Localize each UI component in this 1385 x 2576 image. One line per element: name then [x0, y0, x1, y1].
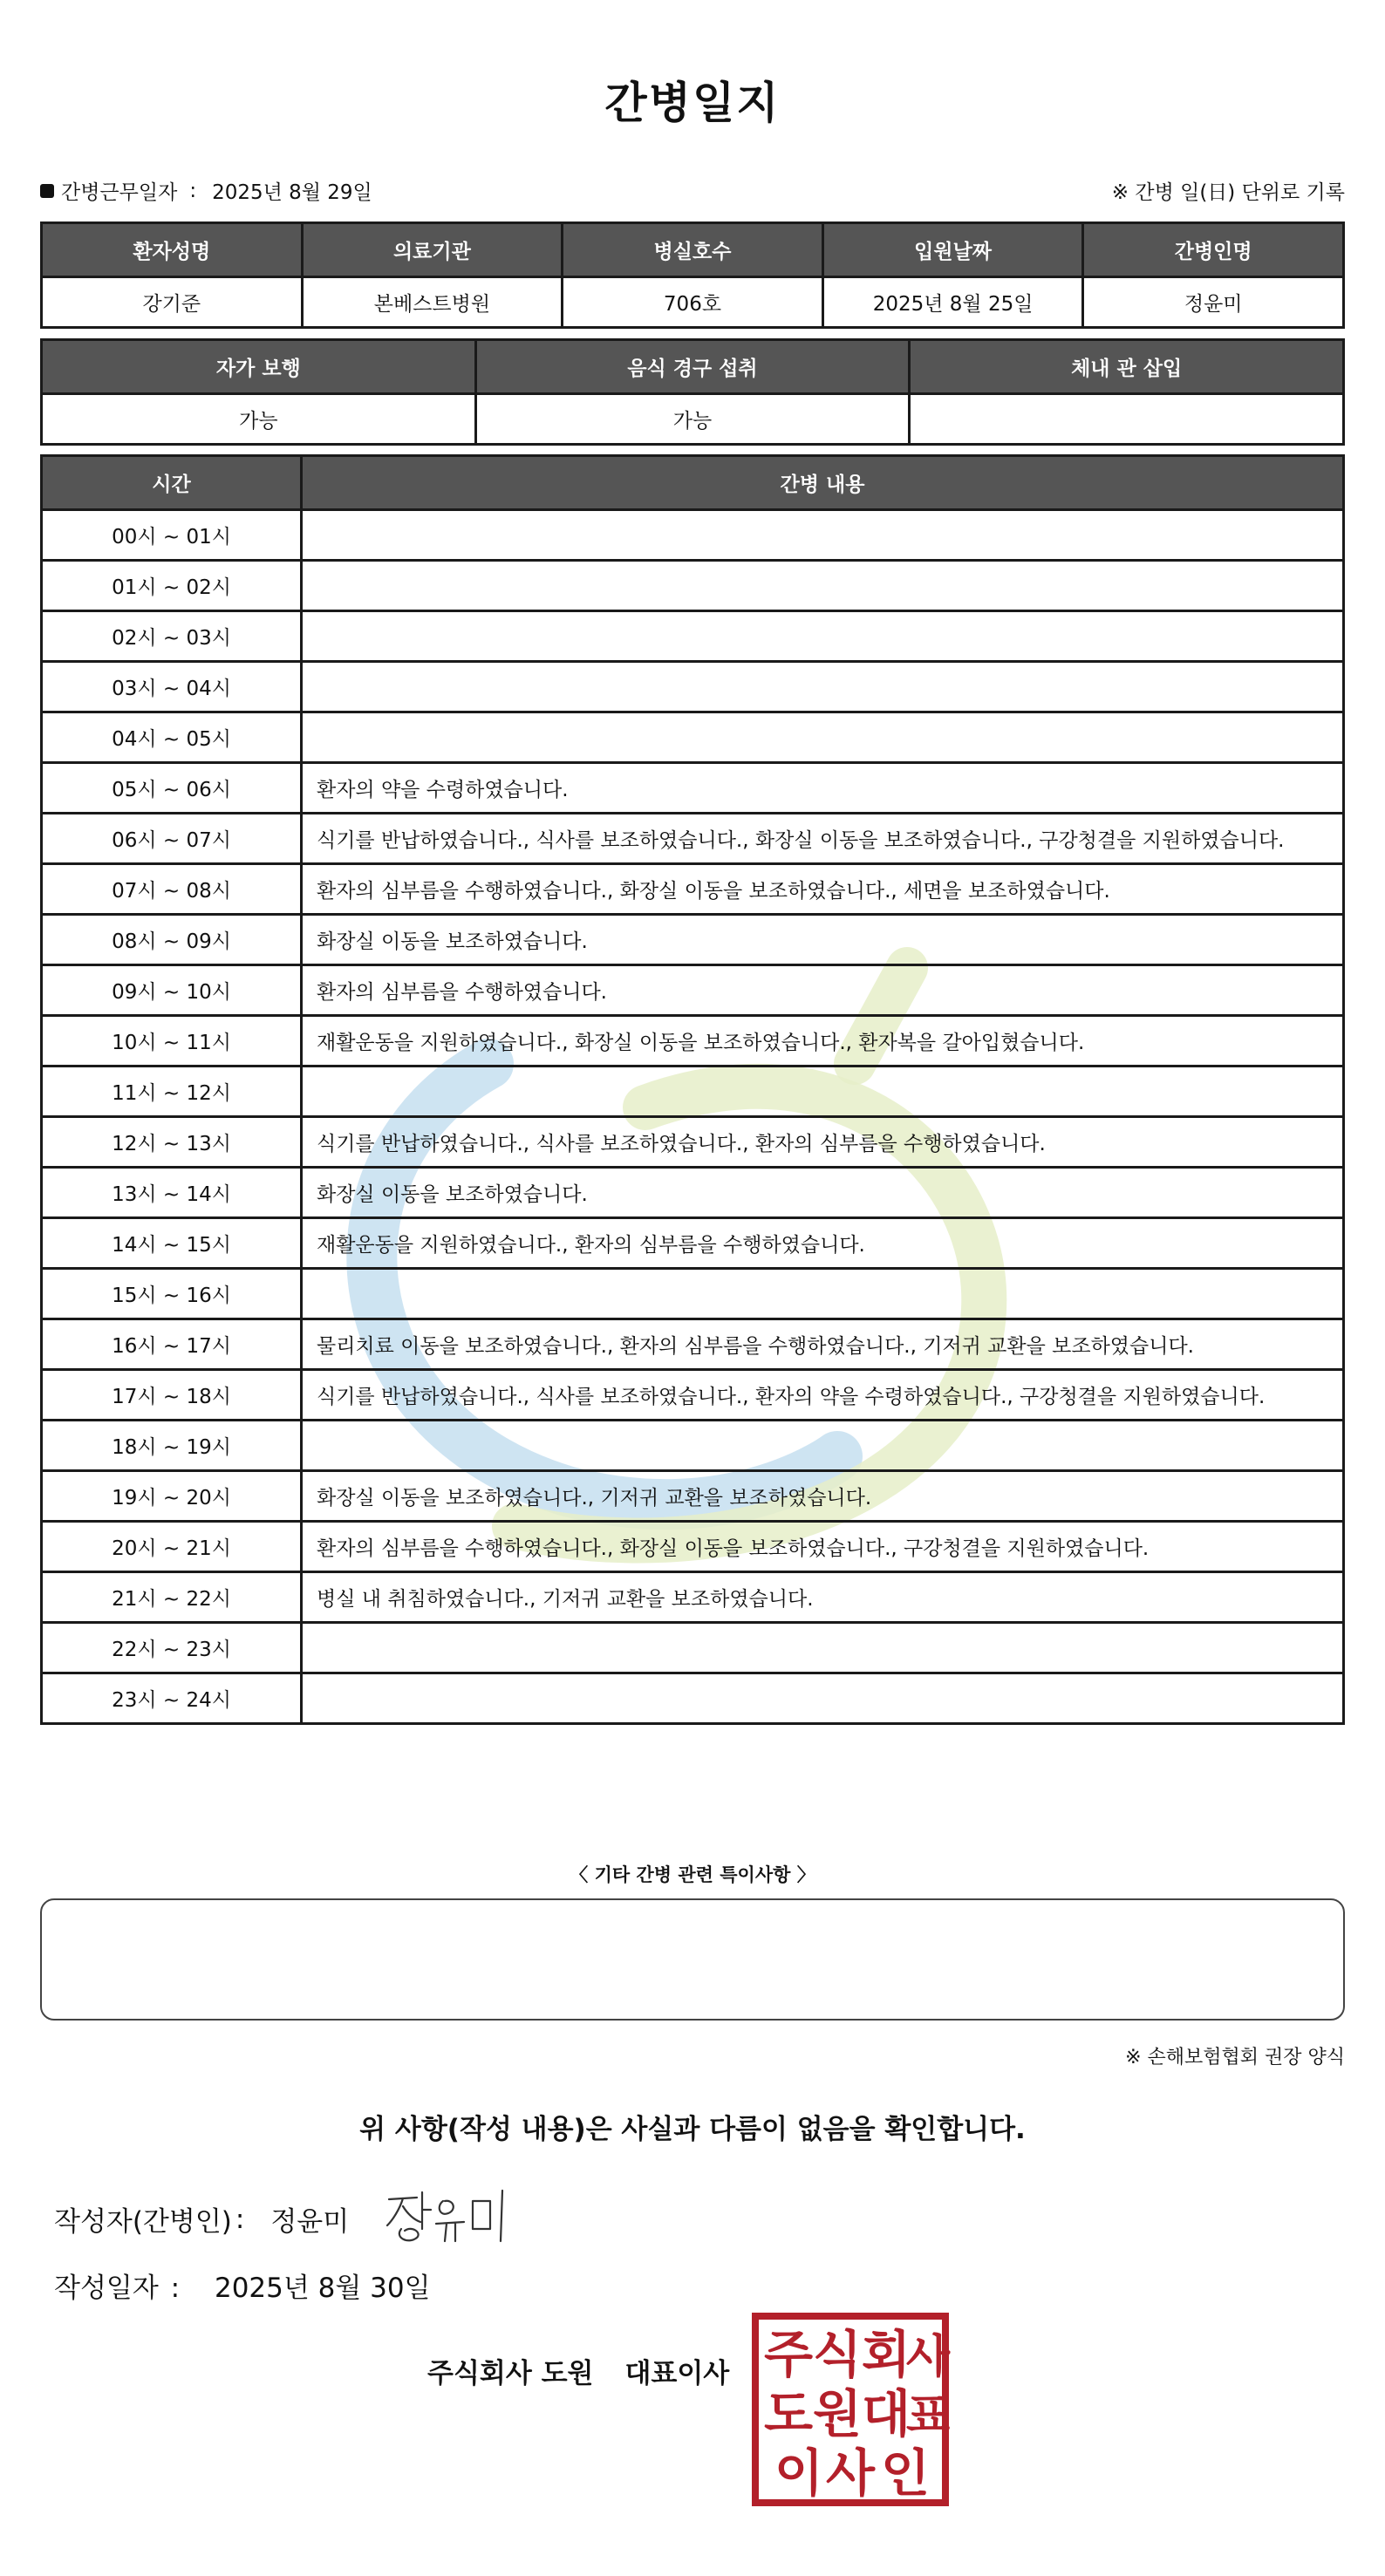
header-care-content: 간병 내용 [302, 456, 1344, 510]
company-line [427, 2351, 729, 2390]
log-content: 식기를 반납하였습니다., 식사를 보조하였습니다., 화장실 이동을 보조하였습니다., 구강청결을 지원하였습니다. [302, 814, 1344, 864]
record-unit-note: ※ 간병 일(日) 단위로 기록 [1111, 181, 1345, 204]
header-admission-date: 입원날짜 [822, 223, 1083, 277]
header-patient-name: 환자성명 [42, 223, 303, 277]
work-date [40, 176, 372, 205]
log-time: 17시 ~ 18시 [42, 1370, 302, 1421]
log-content [302, 1623, 1344, 1673]
log-row [42, 814, 1344, 864]
log-row [42, 1117, 1344, 1168]
log-row [42, 915, 1344, 965]
svg-text:표: 표 [905, 2390, 951, 2443]
log-content [302, 712, 1344, 763]
admission-date: 2025년 8월 25일 [822, 277, 1083, 328]
svg-text:도: 도 [763, 2384, 814, 2443]
log-content [302, 611, 1344, 662]
written-date-value: 2025년 8월 30일 [214, 2273, 431, 2304]
log-row [42, 1319, 1344, 1370]
log-time: 09시 ~ 10시 [42, 965, 302, 1016]
log-time: 20시 ~ 21시 [42, 1522, 302, 1572]
care-log-table [40, 454, 1345, 1725]
tube-insertion-status [910, 394, 1344, 445]
log-time: 21시 ~ 22시 [42, 1572, 302, 1623]
log-row [42, 864, 1344, 915]
patient-status-table [40, 338, 1345, 446]
writer-label: 작성자(간병인) [54, 2206, 232, 2238]
writer-line [54, 2199, 349, 2239]
log-row [42, 1421, 1344, 1471]
log-content: 환자의 심부름을 수행하였습니다. [302, 965, 1344, 1016]
log-content: 화장실 이동을 보조하였습니다. [302, 915, 1344, 965]
bullet-square-icon [40, 184, 54, 198]
log-time: 23시 ~ 24시 [42, 1673, 302, 1724]
log-content: 재활운동을 지원하였습니다., 화장실 이동을 보조하였습니다., 환자복을 갈아입혔습니다. [302, 1016, 1344, 1067]
log-time: 03시 ~ 04시 [42, 662, 302, 712]
log-row [42, 712, 1344, 763]
form-source-note: ※ 손해보험협회 권장 양식 [1125, 2047, 1345, 2068]
log-time: 10시 ~ 11시 [42, 1016, 302, 1067]
log-time: 13시 ~ 14시 [42, 1168, 302, 1218]
log-content [302, 1421, 1344, 1471]
log-time: 00시 ~ 01시 [42, 510, 302, 561]
log-row [42, 510, 1344, 561]
svg-text:사: 사 [825, 2443, 876, 2503]
svg-text:대: 대 [861, 2384, 911, 2443]
company-seal-stamp [750, 2311, 951, 2508]
work-date-colon: : [189, 179, 197, 202]
log-row [42, 1016, 1344, 1067]
log-content: 식기를 반납하였습니다., 식사를 보조하였습니다., 환자의 약을 수령하였습니다., 구강청결을 지원하였습니다. [302, 1370, 1344, 1421]
room-number: 706호 [563, 277, 823, 328]
log-content [302, 1067, 1344, 1117]
header-walking: 자가 보행 [42, 340, 476, 394]
handwritten-signature [382, 2180, 530, 2250]
log-row [42, 965, 1344, 1016]
log-time: 19시 ~ 20시 [42, 1471, 302, 1522]
log-time: 01시 ~ 02시 [42, 561, 302, 611]
svg-text:이: 이 [774, 2443, 824, 2503]
work-date-label: 간병근무일자 [61, 181, 178, 204]
log-time: 05시 ~ 06시 [42, 763, 302, 814]
log-content [302, 510, 1344, 561]
header-time: 시간 [42, 456, 302, 510]
log-content: 병실 내 취침하였습니다., 기저귀 교환을 보조하였습니다. [302, 1572, 1344, 1623]
patient-info-table [40, 221, 1345, 329]
log-time: 14시 ~ 15시 [42, 1218, 302, 1269]
hospital-name: 본베스트병원 [302, 277, 563, 328]
written-date-line [54, 2266, 431, 2305]
confirmation-statement: 위 사항(작성 내용)은 사실과 다름이 없음을 확인합니다. [359, 2114, 1026, 2145]
log-content [302, 561, 1344, 611]
log-row [42, 763, 1344, 814]
log-content: 재활운동을 지원하였습니다., 환자의 심부름을 수행하였습니다. [302, 1218, 1344, 1269]
log-row [42, 561, 1344, 611]
log-content [302, 1269, 1344, 1319]
log-time: 12시 ~ 13시 [42, 1117, 302, 1168]
log-time: 04시 ~ 05시 [42, 712, 302, 763]
log-row [42, 1218, 1344, 1269]
log-time: 07시 ~ 08시 [42, 864, 302, 915]
log-content [302, 662, 1344, 712]
patient-name: 강기준 [42, 277, 303, 328]
company-ceo-title: 대표이사 [624, 2358, 730, 2389]
log-row [42, 611, 1344, 662]
log-row [42, 1067, 1344, 1117]
oral-intake-status: 가능 [475, 394, 910, 445]
log-content: 식기를 반납하였습니다., 식사를 보조하였습니다., 환자의 심부름을 수행하였습니다. [302, 1117, 1344, 1168]
log-time: 11시 ~ 12시 [42, 1067, 302, 1117]
log-time: 02시 ~ 03시 [42, 611, 302, 662]
writer-colon: : [235, 2203, 245, 2235]
log-content: 물리치료 이동을 보조하였습니다., 환자의 심부름을 수행하였습니다., 기저귀 교환을 보조하였습니다. [302, 1319, 1344, 1370]
log-row [42, 1522, 1344, 1572]
header-hospital: 의료기관 [302, 223, 563, 277]
writer-name: 정윤미 [270, 2206, 350, 2238]
log-row [42, 1370, 1344, 1421]
log-content: 화장실 이동을 보조하였습니다., 기저귀 교환을 보조하였습니다. [302, 1471, 1344, 1522]
work-date-value: 2025년 8월 29일 [212, 181, 372, 204]
header-caregiver: 간병인명 [1083, 223, 1344, 277]
log-time: 22시 ~ 23시 [42, 1623, 302, 1673]
log-content: 환자의 심부름을 수행하였습니다., 화장실 이동을 보조하였습니다., 세면을 보조하였습니다. [302, 864, 1344, 915]
caregiver-name: 정윤미 [1083, 277, 1344, 328]
svg-text:식: 식 [812, 2325, 863, 2384]
log-time: 15시 ~ 16시 [42, 1269, 302, 1319]
header-oral-intake: 음식 경구 섭취 [475, 340, 910, 394]
log-time: 08시 ~ 09시 [42, 915, 302, 965]
svg-text:주: 주 [763, 2325, 814, 2384]
written-date-label: 작성일자 [54, 2273, 159, 2304]
svg-text:사: 사 [905, 2331, 951, 2383]
log-time: 16시 ~ 17시 [42, 1319, 302, 1370]
log-content: 화장실 이동을 보조하였습니다. [302, 1168, 1344, 1218]
log-row [42, 1673, 1344, 1724]
log-time: 18시 ~ 19시 [42, 1421, 302, 1471]
log-content [302, 1673, 1344, 1724]
walking-status: 가능 [42, 394, 476, 445]
log-row [42, 1623, 1344, 1673]
log-row [42, 1572, 1344, 1623]
page-title: 간병일지 [604, 78, 781, 128]
notes-label: 〈 기타 간병 관련 특이사항 〉 [570, 1864, 815, 1885]
log-row [42, 1269, 1344, 1319]
company-name: 주식회사 도원 [427, 2358, 594, 2389]
special-notes-box [40, 1898, 1345, 2021]
svg-text:원: 원 [812, 2384, 863, 2443]
log-content: 환자의 약을 수령하였습니다. [302, 763, 1344, 814]
written-date-colon: : [170, 2273, 181, 2304]
header-room: 병실호수 [563, 223, 823, 277]
log-time: 06시 ~ 07시 [42, 814, 302, 864]
log-row [42, 1471, 1344, 1522]
svg-text:인: 인 [880, 2443, 931, 2503]
header-tube-insertion: 체내 관 삽입 [910, 340, 1344, 394]
log-row [42, 1168, 1344, 1218]
svg-text:회: 회 [861, 2325, 911, 2384]
log-row [42, 662, 1344, 712]
log-content: 환자의 심부름을 수행하였습니다., 화장실 이동을 보조하였습니다., 구강청결을 지원하였습니다. [302, 1522, 1344, 1572]
